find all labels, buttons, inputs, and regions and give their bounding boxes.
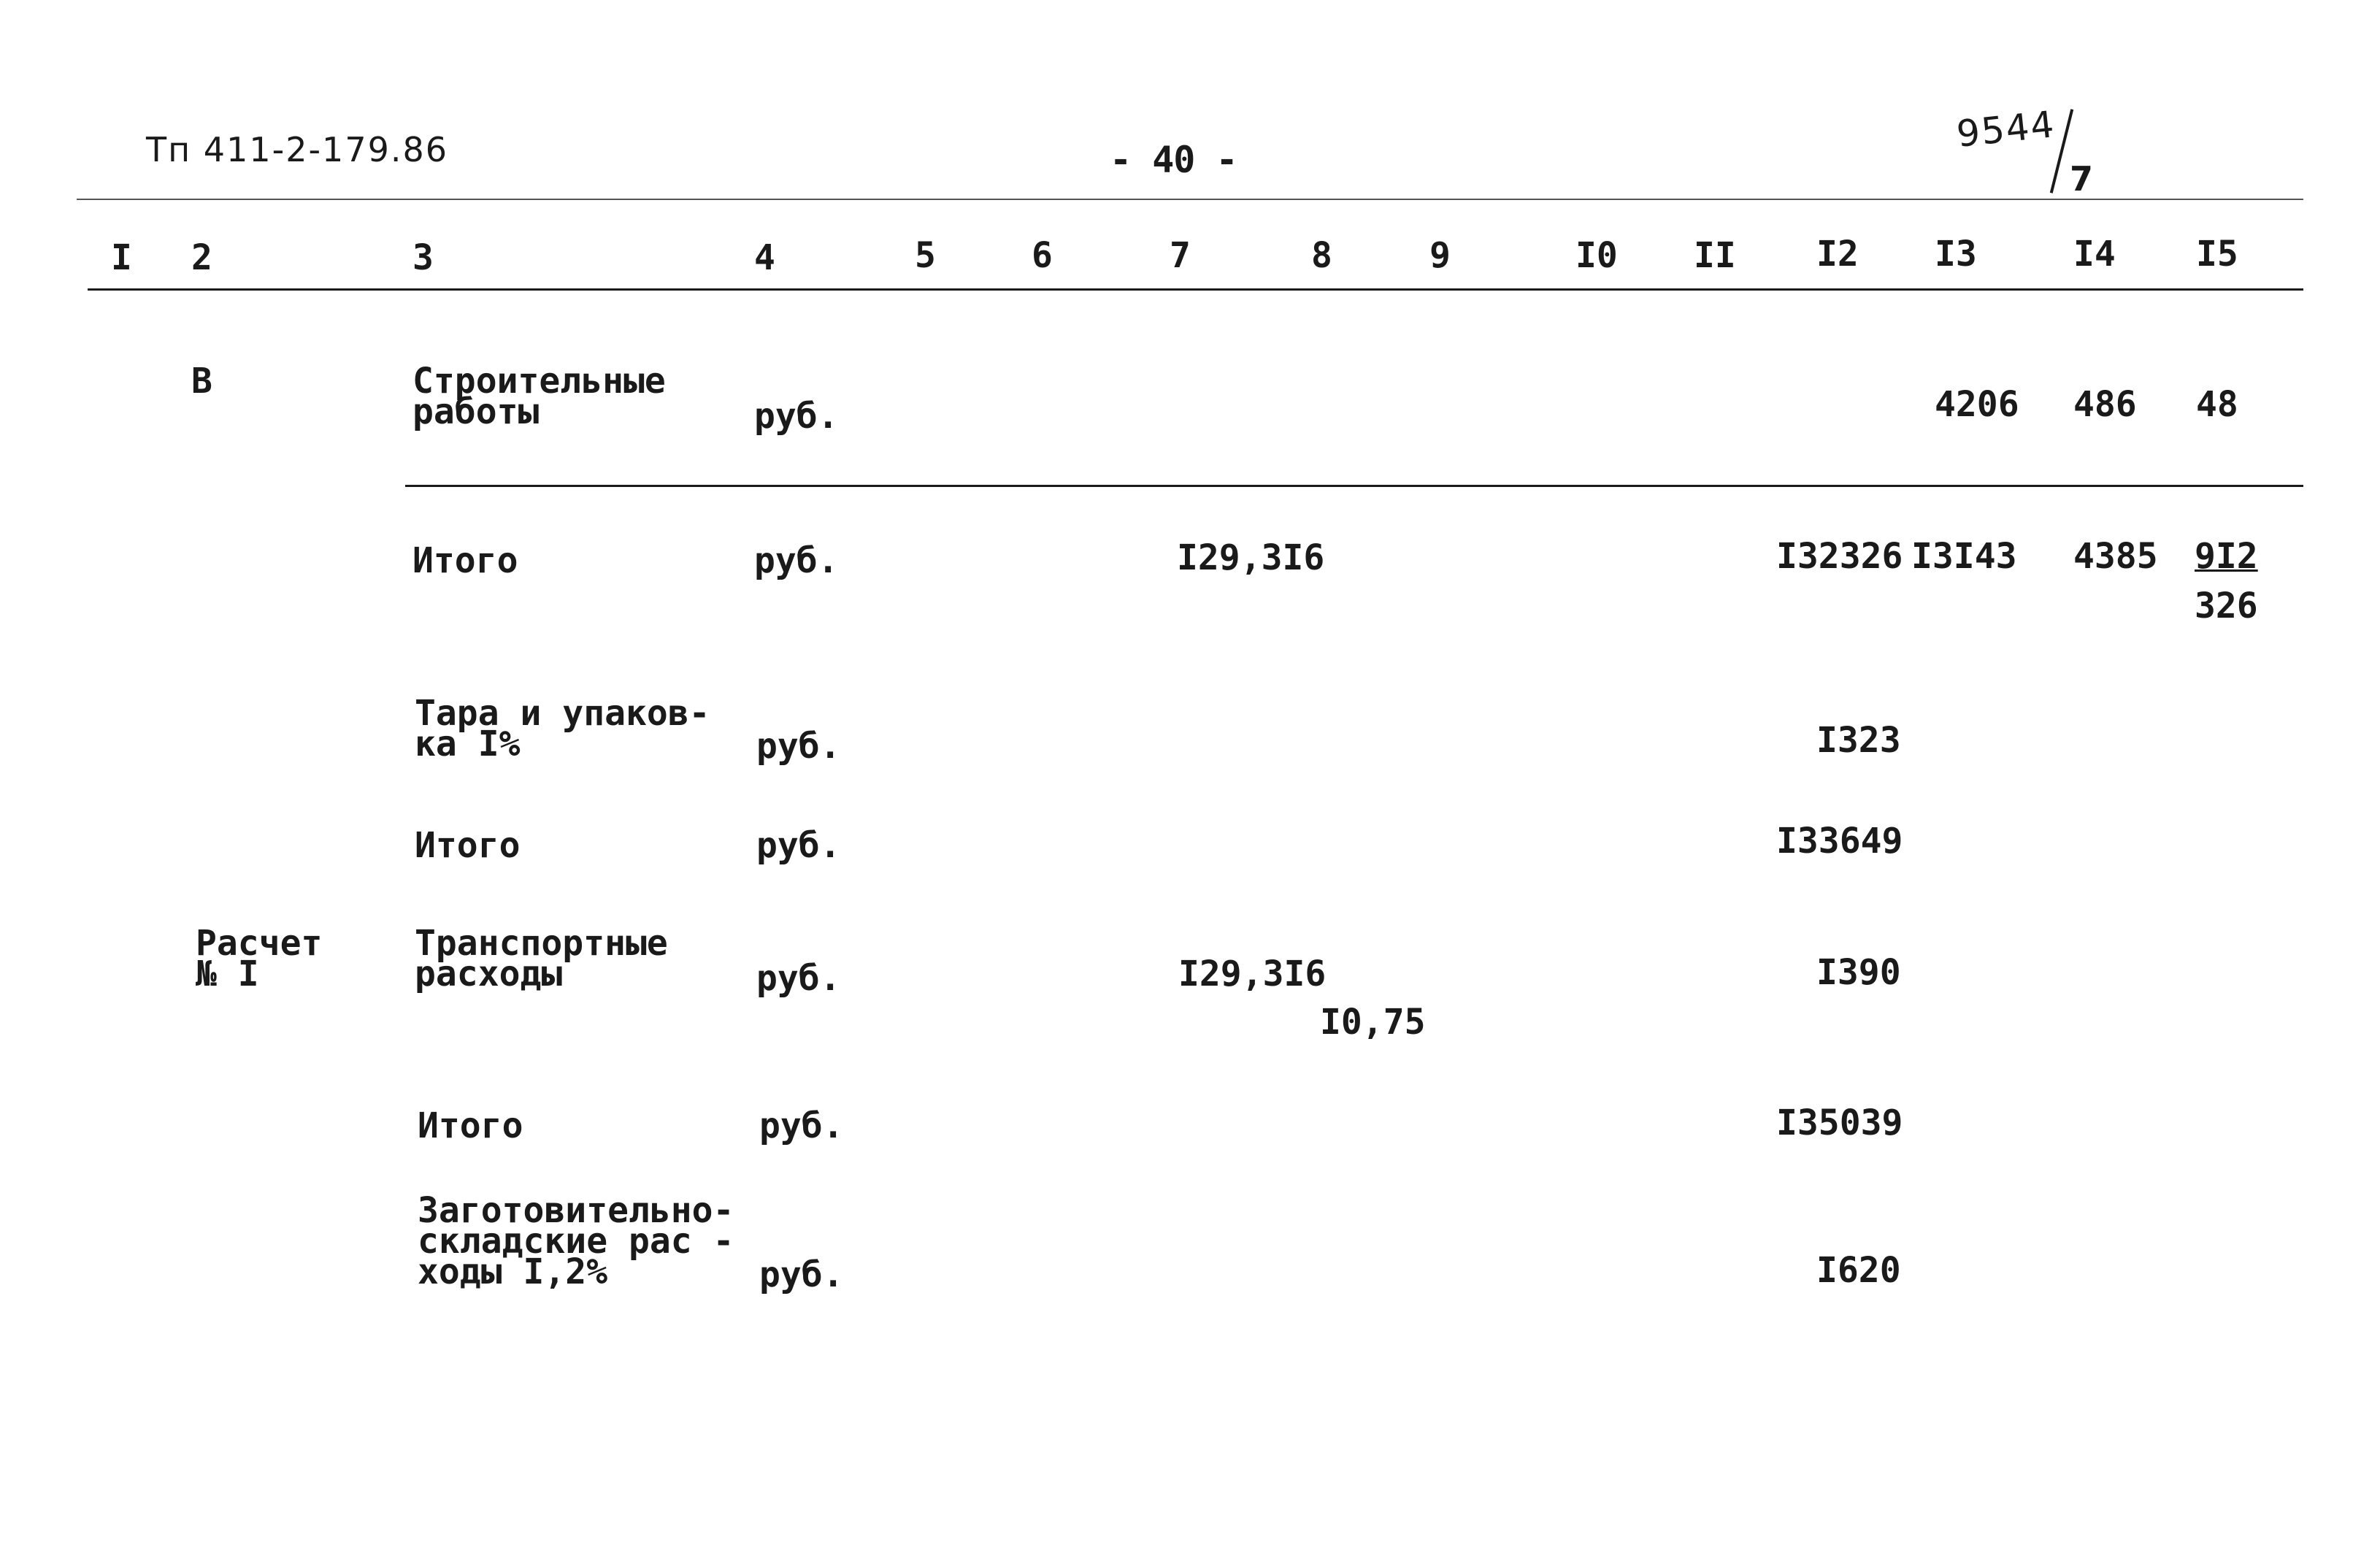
column-header: I0	[1575, 235, 1618, 276]
unit-cell: руб.	[759, 1254, 844, 1295]
fraction-denominator: 326	[2195, 586, 2258, 626]
calc-ref-line: Расчет	[196, 923, 323, 964]
inventory-stamp-sheet: 7	[2070, 159, 2095, 199]
column-header: I4	[2073, 234, 2116, 275]
unit-cell: руб.	[754, 540, 839, 581]
value-cell: I29,3I6	[1177, 537, 1325, 578]
column-header: I2	[1816, 234, 1859, 275]
value-cell: I390	[1816, 952, 1901, 993]
value-cell: 48	[2196, 384, 2238, 425]
inventory-stamp-number: 9544	[1954, 103, 2057, 156]
unit-cell: руб.	[756, 958, 841, 999]
value-cell: 4385	[2073, 536, 2158, 577]
unit-cell: руб.	[759, 1105, 844, 1146]
column-header: 2	[191, 237, 212, 278]
value-cell: 486	[2073, 384, 2137, 425]
section-letter: В	[191, 361, 212, 402]
column-header: 7	[1170, 235, 1191, 276]
column-header: I5	[2196, 234, 2238, 275]
row-label: Итого	[418, 1105, 523, 1146]
value-cell: 4206	[1935, 384, 2019, 425]
row-label-line: Тара и упаков-	[415, 693, 710, 734]
row-label-line: работы	[412, 391, 540, 432]
header-top-rule	[77, 199, 2303, 200]
document-code: Тп 411-2-179.86	[146, 130, 449, 169]
value-cell: I35039	[1776, 1102, 1903, 1143]
row-label-line: ка I%	[415, 724, 521, 764]
unit-cell: руб.	[756, 825, 841, 866]
row-label-line: Заготовительно-	[418, 1190, 734, 1231]
row-label-line: Транспортные	[415, 923, 668, 964]
fraction-numerator: 9I2	[2195, 536, 2258, 577]
page-number: - 40 -	[1110, 139, 1237, 181]
header-bottom-rule	[88, 288, 2303, 291]
row-label: Итого	[412, 540, 518, 581]
subtotal-rule	[405, 485, 2303, 487]
value-cell: I3I43	[1911, 536, 2017, 577]
value-cell: I29,3I6	[1178, 954, 1327, 994]
column-header: I	[111, 237, 132, 278]
calc-ref-line: № I	[196, 954, 259, 994]
row-label-line: расходы	[415, 954, 563, 994]
column-header: I3	[1935, 234, 1977, 275]
value-cell: I323	[1816, 720, 1901, 761]
value-cell: I32326	[1776, 536, 1903, 577]
row-label-line: ходы I,2%	[418, 1251, 608, 1292]
value-cell: I33649	[1776, 821, 1903, 862]
column-header: 4	[754, 237, 775, 278]
row-label-line: складские рас -	[418, 1221, 734, 1262]
unit-cell: руб.	[756, 726, 841, 767]
column-header: 3	[412, 237, 434, 278]
row-label: Итого	[415, 825, 521, 866]
value-cell: I620	[1816, 1250, 1901, 1291]
column-header: 8	[1311, 235, 1332, 276]
row-label-line: Строительные	[412, 361, 666, 402]
column-header: 5	[915, 235, 936, 276]
column-header: II	[1694, 235, 1736, 276]
column-header: 9	[1429, 235, 1451, 276]
unit-cell: руб.	[754, 396, 839, 437]
column-header: 6	[1032, 235, 1053, 276]
value-cell: I0,75	[1320, 1002, 1426, 1043]
